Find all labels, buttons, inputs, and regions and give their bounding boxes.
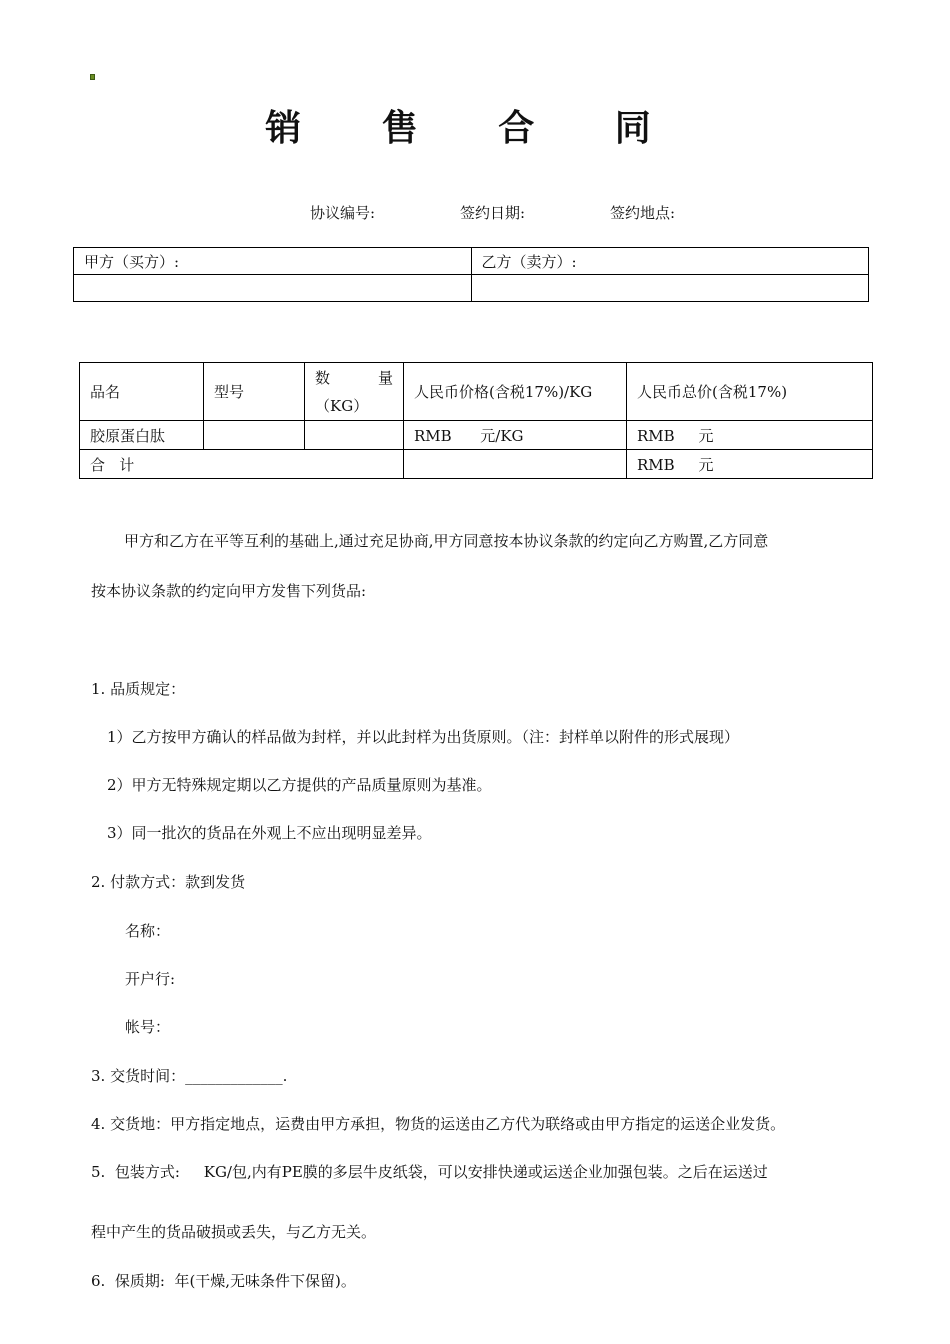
clause-6: 6. 保质期: 年(干燥,无味条件下保留)。 — [91, 1272, 356, 1290]
goods-table — [79, 362, 873, 479]
clause-1-heading: 1. 品质规定： — [91, 680, 186, 698]
total-label: 合 计 — [80, 450, 404, 479]
table-row — [80, 421, 873, 450]
header-model: 型号 — [204, 363, 305, 421]
intro-line-1: 甲方和乙方在平等互利的基础上,通过充足协商,甲方同意按本协议条款的约定向乙方购置,乙方同意 — [124, 532, 769, 550]
header-total-price: 人民币总价(含税17%) — [627, 363, 873, 421]
sign-place-label: 签约地点: — [610, 204, 676, 222]
seller-label: 乙方（卖方）: — [471, 248, 869, 275]
cell-model[interactable] — [204, 421, 305, 450]
cell-unit-price: RMB 元/KG — [404, 421, 627, 450]
clause-1-item-1: 1）乙方按甲方确认的样品做为封样，并以此封样为出货原则。（注：封样单以附件的形式展现） — [107, 728, 740, 746]
cell-total-price: RMB 元 — [627, 421, 873, 450]
clause-2-bank: 开户行: — [125, 970, 176, 988]
goods-header-row — [80, 363, 873, 421]
clause-2-heading: 2. 付款方式：款到发货 — [91, 873, 246, 891]
clause-3: 3. 交货时间：_____________. — [91, 1067, 288, 1085]
clause-5-line-1: 5. 包装方式: KG/包,内有PE膜的多层牛皮纸袋，可以安排快递或运送企业加强包装。之后在运送过 — [91, 1163, 768, 1181]
total-row — [80, 450, 873, 479]
clause-2-name: 名称： — [125, 922, 171, 940]
parties-table — [73, 247, 869, 302]
page-title: 销 售 合 同 — [265, 108, 685, 149]
header-quantity-unit: （KG） — [315, 396, 369, 415]
buyer-field[interactable] — [74, 275, 472, 302]
clause-1-item-3: 3）同一批次的货品在外观上不应出现明显差异。 — [107, 824, 432, 842]
header-quantity — [305, 363, 404, 421]
total-unit-price — [404, 450, 627, 479]
corner-mark-icon — [90, 74, 95, 80]
buyer-label: 甲方（买方）: — [74, 248, 472, 275]
seller-field[interactable] — [471, 275, 869, 302]
sign-date-label: 签约日期: — [460, 204, 526, 222]
intro-line-2: 按本协议条款的约定向甲方发售下列货品: — [91, 582, 367, 600]
header-unit-price: 人民币价格(含税17%)/KG — [404, 363, 627, 421]
clause-1-item-2: 2）甲方无特殊规定期以乙方提供的产品质量原则为基准。 — [107, 776, 492, 794]
clause-4: 4. 交货地：甲方指定地点，运费由甲方承担，物货的运送由乙方代为联络或由甲方指定的运送企业发货。 — [91, 1115, 786, 1133]
cell-quantity[interactable] — [305, 421, 404, 450]
clause-5-line-2: 程中产生的货品破损或丢失，与乙方无关。 — [91, 1223, 377, 1241]
header-quantity-part1: 数 — [315, 368, 331, 387]
header-quantity-part2: 量 — [377, 368, 393, 387]
header-name: 品名 — [80, 363, 204, 421]
clause-2-account: 帐号： — [125, 1018, 171, 1036]
total-amount: RMB 元 — [627, 450, 873, 479]
agreement-no-label: 协议编号: — [310, 204, 376, 222]
cell-product-name: 胶原蛋白肽 — [80, 421, 204, 450]
